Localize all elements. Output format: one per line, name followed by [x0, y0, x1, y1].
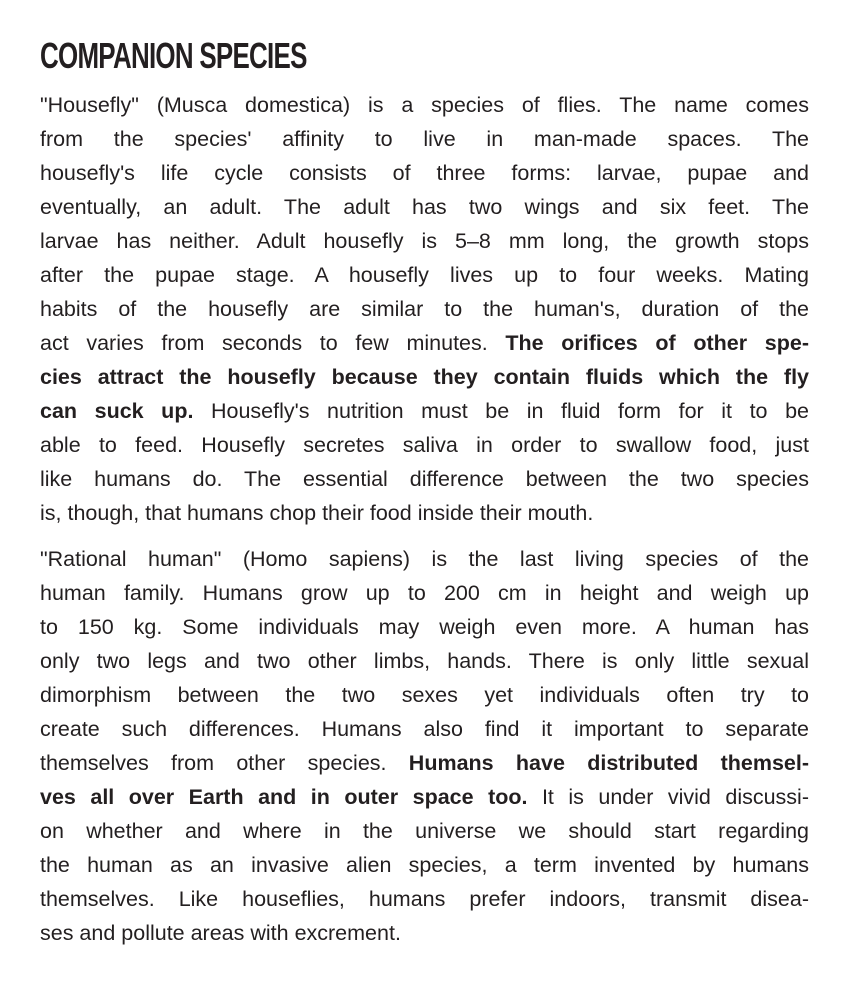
text-line: [40, 88, 809, 122]
text-line: [40, 746, 809, 780]
text-run: on whether and where in the universe we should start regarding: [40, 819, 809, 843]
text-run: create such differences. Humans also find it important to separate: [40, 717, 809, 741]
text-line: [40, 292, 809, 326]
text-line: [40, 916, 809, 950]
text-line: [40, 712, 809, 746]
text-line: [40, 156, 809, 190]
text-line: [40, 326, 809, 360]
text-line: [40, 360, 809, 394]
text-run: act varies from seconds to few minutes.: [40, 331, 506, 355]
text-run: It is under vivid discussi-: [527, 785, 809, 809]
text-line: [40, 496, 809, 530]
text-line: [40, 610, 809, 644]
text-line: [40, 542, 809, 576]
text-line: [40, 644, 809, 678]
document-page: [40, 34, 809, 950]
bold-text: Humans have distributed themsel-: [408, 751, 809, 775]
text-run: able to feed. Housefly secretes saliva in order to swallow food, just: [40, 433, 809, 457]
body-text: [40, 88, 809, 950]
text-run: the human as an invasive alien species, a term invented by humans: [40, 853, 809, 877]
text-run: "Housefly" (Musca domestica) is a species of flies. The name comes: [40, 93, 809, 117]
section-heading: COMPANION SPECIES: [40, 35, 307, 76]
text-line: [40, 576, 809, 610]
text-line: [40, 780, 809, 814]
text-line: [40, 814, 809, 848]
text-run: only two legs and two other limbs, hands. There is only little sexual: [40, 649, 809, 673]
text-run: themselves. Like houseflies, humans prefer indoors, transmit disea-: [40, 887, 809, 911]
text-run: habits of the housefly are similar to the human's, duration of the: [40, 297, 809, 321]
text-run: themselves from other species.: [40, 751, 409, 775]
text-run: larvae has neither. Adult housefly is 5–8 mm long, the growth stops: [40, 229, 809, 253]
text-line: [40, 882, 809, 916]
text-run: eventually, an adult. The adult has two wings and six feet. The: [40, 195, 809, 219]
bold-text: ves all over Earth and in outer space too.: [40, 785, 528, 809]
text-line: [40, 428, 809, 462]
text-run: from the species' affinity to live in man-made spaces. The: [40, 127, 809, 151]
text-line: [40, 394, 809, 428]
bold-text: cies attract the housefly because they contain fluids which the fly: [40, 365, 809, 389]
text-line: [40, 122, 809, 156]
bold-text: can suck up.: [40, 399, 194, 423]
text-run: housefly's life cycle consists of three forms: larvae, pupae and: [40, 161, 809, 185]
text-line: [40, 848, 809, 882]
text-line: [40, 224, 809, 258]
text-line: [40, 462, 809, 496]
text-line: [40, 190, 809, 224]
text-line: [40, 678, 809, 712]
text-run: human family. Humans grow up to 200 cm in height and weigh up: [40, 581, 809, 605]
text-run: Housefly's nutrition must be in fluid form for it to be: [193, 399, 809, 423]
paragraph: [40, 88, 809, 530]
text-run: to 150 kg. Some individuals may weigh even more. A human has: [40, 615, 809, 639]
text-run: dimorphism between the two sexes yet individuals often try to: [40, 683, 809, 707]
text-run: ses and pollute areas with excrement.: [40, 921, 401, 945]
text-run: like humans do. The essential difference between the two species: [40, 467, 809, 491]
bold-text: The orifices of other spe-: [505, 331, 809, 355]
text-run: is, though, that humans chop their food inside their mouth.: [40, 501, 594, 525]
text-line: [40, 258, 809, 292]
text-run: after the pupae stage. A housefly lives up to four weeks. Mating: [40, 263, 809, 287]
paragraph: [40, 542, 809, 950]
text-run: "Rational human" (Homo sapiens) is the last living species of the: [40, 547, 809, 571]
